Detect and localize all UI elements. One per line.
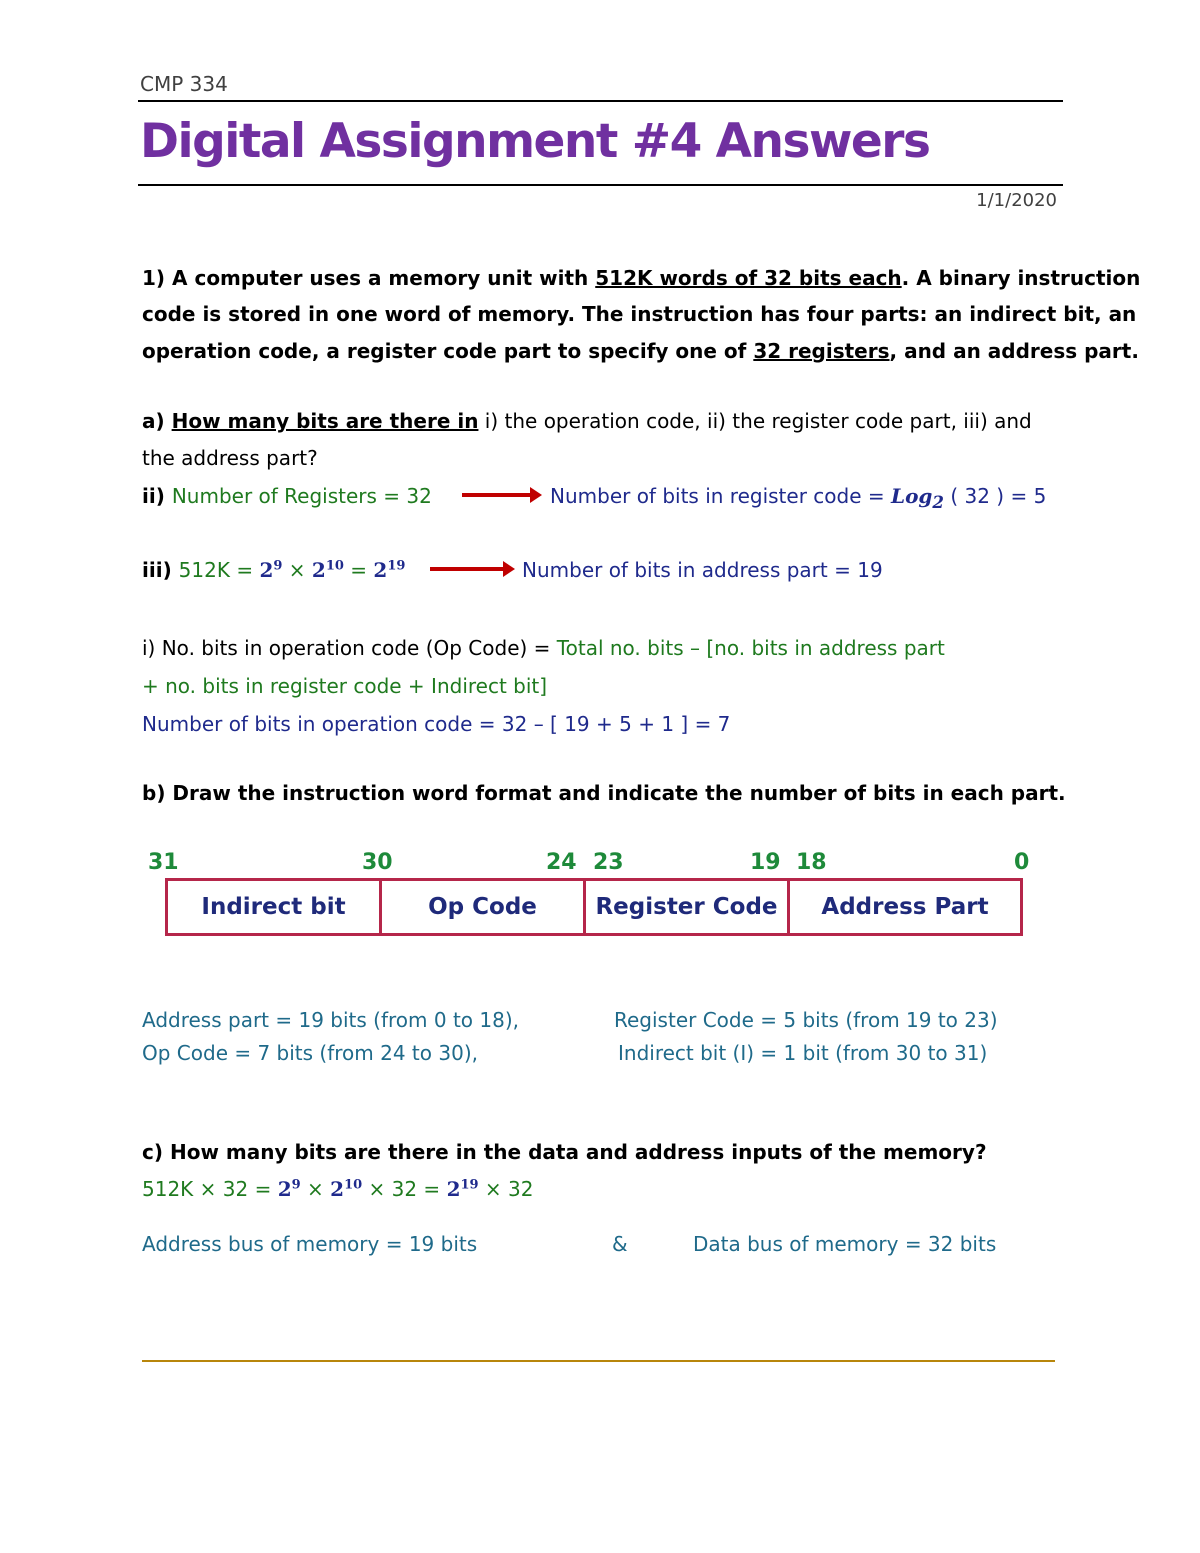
power-base (259, 558, 282, 582)
qb-text: b) Draw the instruction word format and indicate the number of bits in each part. (142, 781, 1066, 805)
qc-text: c) How many bits are there in the data and address inputs of the memory? (142, 1140, 987, 1164)
qa-line2: the address part? (142, 446, 318, 470)
equals-sign: = (343, 558, 374, 582)
base-value: 2 (373, 558, 388, 582)
registers-count: Number of Registers = 32 (171, 484, 432, 508)
q1-text: 1) A computer uses a memory unit with (142, 266, 596, 290)
field-register-code: Register Code (583, 878, 790, 936)
expr-text: × 32 (478, 1177, 534, 1201)
data-bus-result: Data bus of memory = 32 bits (693, 1232, 997, 1256)
exponent-value: 19 (387, 558, 406, 574)
bit-label-0: 0 (1014, 850, 1030, 875)
address-exponent-expr (179, 558, 406, 582)
base-value: 2 (330, 1177, 345, 1201)
field-indirect-bit: Indirect bit (165, 878, 382, 936)
qa-label: a) (142, 409, 172, 433)
base-value: 2 (446, 1177, 461, 1201)
register-code-bits (550, 484, 1046, 512)
header-rule-bottom (138, 184, 1063, 186)
q1-underlined: 32 registers (753, 339, 890, 363)
answer-i-formula: Total no. bits – [no. bits in address part (556, 636, 945, 660)
q1-text: operation code, a register code part to specify one of (142, 339, 754, 363)
summary-indirect: Indirect bit (I) = 1 bit (from 30 to 31) (618, 1041, 988, 1065)
arrow-right-icon (430, 567, 505, 571)
qa-line1 (142, 409, 1032, 433)
header-rule-top (138, 100, 1063, 102)
course-code: CMP 334 (140, 72, 228, 96)
memory-size-expr (142, 1177, 534, 1201)
q1-line3 (142, 339, 1139, 363)
field-op-code: Op Code (379, 878, 586, 936)
expr-text: 512K = (178, 558, 260, 582)
summary-address: Address part = 19 bits (from 0 to 18), (142, 1008, 520, 1032)
power-base (278, 1177, 301, 1201)
register-code-text: Number of bits in register code = (550, 484, 891, 508)
power-base (312, 558, 344, 582)
document-date: 1/1/2020 (976, 190, 1057, 211)
answer-i-line1 (142, 636, 945, 660)
answer-i-label: i) No. bits in operation code (Op Code) = (142, 636, 557, 660)
bit-label-19: 19 (750, 850, 781, 875)
opcode-bits-result: Number of bits in operation code = 32 – [ 19 + 5 + 1 ] = 7 (142, 712, 731, 736)
ampersand: & (612, 1232, 628, 1256)
qa-underlined: How many bits are there in (171, 409, 479, 433)
times-sign: × (282, 558, 312, 582)
q1-line2: code is stored in one word of memory. The instruction has four parts: an indirect bit, an (142, 302, 1137, 326)
bit-label-31: 31 (148, 850, 179, 875)
summary-register: Register Code = 5 bits (from 19 to 23) (614, 1008, 998, 1032)
answer-ii-label: ii) (142, 484, 172, 508)
bit-label-23: 23 (593, 850, 624, 875)
log-base: 2 (932, 492, 944, 512)
summary-opcode: Op Code = 7 bits (from 24 to 30), (142, 1041, 478, 1065)
q1-line1 (142, 266, 1140, 290)
answer-i-line2: + no. bits in register code + Indirect bit] (142, 674, 548, 698)
bit-label-30: 30 (362, 850, 393, 875)
address-bus-result: Address bus of memory = 19 bits (142, 1232, 478, 1256)
arrow-right-icon (462, 493, 532, 497)
expr-text: 512K × 32 = (142, 1177, 278, 1201)
power-base (373, 558, 405, 582)
base-value: 2 (277, 1177, 292, 1201)
base-value: 2 (311, 558, 326, 582)
answer-iii-label: iii) (142, 558, 179, 582)
exponent-value: 10 (325, 558, 344, 574)
register-code-result: ( 32 ) = 5 (943, 484, 1047, 508)
q1-text: . A binary instruction (901, 266, 1141, 290)
exponent-value: 9 (273, 558, 283, 574)
page-title: Digital Assignment #4 Answers (140, 114, 930, 169)
answer-ii-left (142, 484, 432, 508)
power-base (330, 1177, 362, 1201)
qa-text: i) the operation code, ii) the register code part, iii) and (478, 409, 1032, 433)
address-bits-result: Number of bits in address part = 19 (522, 558, 883, 582)
bit-label-24: 24 (546, 850, 577, 875)
q1-text: , and an address part. (889, 339, 1139, 363)
log-text: Log (891, 484, 933, 508)
exponent-value: 10 (344, 1177, 363, 1193)
field-address-part: Address Part (787, 878, 1023, 936)
base-value: 2 (259, 558, 274, 582)
power-base (447, 1177, 479, 1201)
footer-rule (142, 1360, 1055, 1362)
q1-underlined: 512K words of 32 bits each (595, 266, 902, 290)
answer-iii-left (142, 558, 405, 582)
times-sign: × (300, 1177, 331, 1201)
expr-text: × 32 = (362, 1177, 447, 1201)
bit-label-18: 18 (796, 850, 827, 875)
exponent-value: 19 (460, 1177, 479, 1193)
log-symbol (891, 484, 944, 512)
exponent-value: 9 (291, 1177, 301, 1193)
